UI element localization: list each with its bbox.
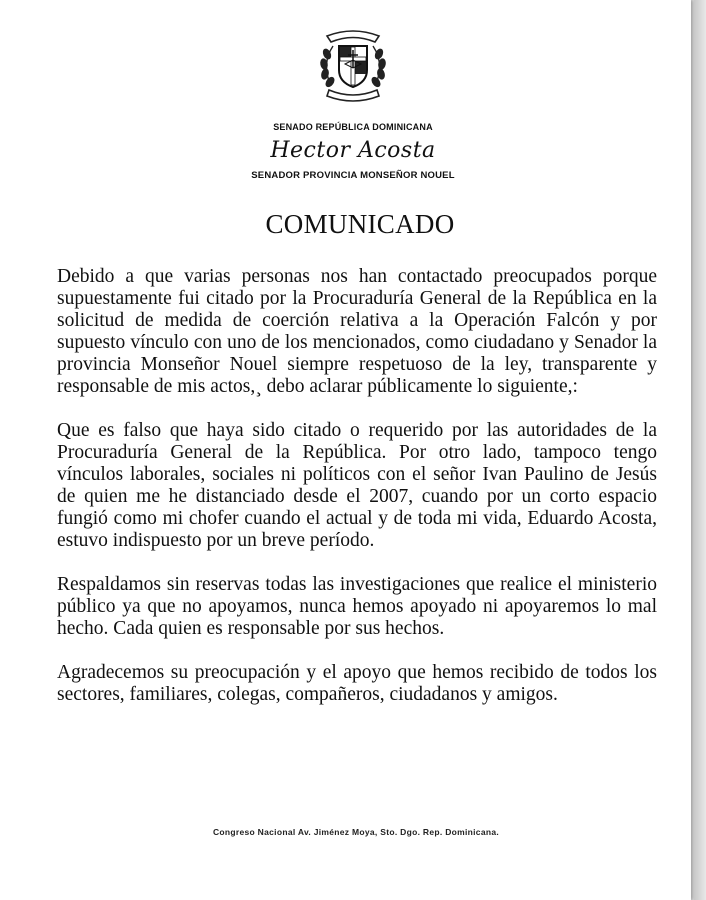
- paragraph-3: Respaldamos sin reservas todas las investigaciones que realice el ministerio público ya que no apoyamos, nunca hemos apoyado ni apoyaremos lo mal hecho. Cada quien es responsable por sus hechos.: [57, 574, 657, 639]
- document-title: COMUNICADO: [265, 209, 455, 239]
- page-edge: [694, 0, 706, 900]
- senator-title: SENADOR PROVINCIA MONSEÑOR NOUEL: [251, 170, 455, 181]
- footer-address: Congreso Nacional Av. Jiménez Moya, Sto. Dgo. Rep. Dominicana.: [212, 827, 500, 837]
- paragraph-2: Que es falso que haya sido citado o requerido por las autoridades de la Procuraduría General de la República. Por otro lado, tampoco tengo vínculos laborales, sociales ni políticos con el señor Ivan Paulino de Jesús de quien me he distanciado desde el 2007, cuando por un corto espacio fungió como mi chofer cuando el actual y de toda mi vida, Eduardo Acosta, estuvo indispuesto por un breve período.: [57, 420, 657, 551]
- senate-name: SENADO REPÚBLICA DOMINICANA: [273, 122, 433, 132]
- paragraph-1: Debido a que varias personas nos han contactado preocupados porque supuestamente fui citado por la Procuraduría General de la República en la solicitud de medida de coerción relativa a la Operación Falcón y por supuesto vínculo con uno de los mencionados, como ciudadano y Senador la provincia Monseñor Nouel siempre respetuoso de la ley, transparente y responsable de mis actos,¸ debo aclarar públicamente lo siguiente,:: [57, 266, 657, 397]
- senator-signature: Hector Acosta: [270, 138, 436, 163]
- dominican-coat-of-arms-icon: [313, 24, 393, 104]
- document-body: [57, 266, 657, 728]
- paragraph-4: Agradecemos su preocupación y el apoyo que hemos recibido de todos los sectores, familiares, colegas, compañeros, ciudadanos y amigos.: [57, 662, 657, 705]
